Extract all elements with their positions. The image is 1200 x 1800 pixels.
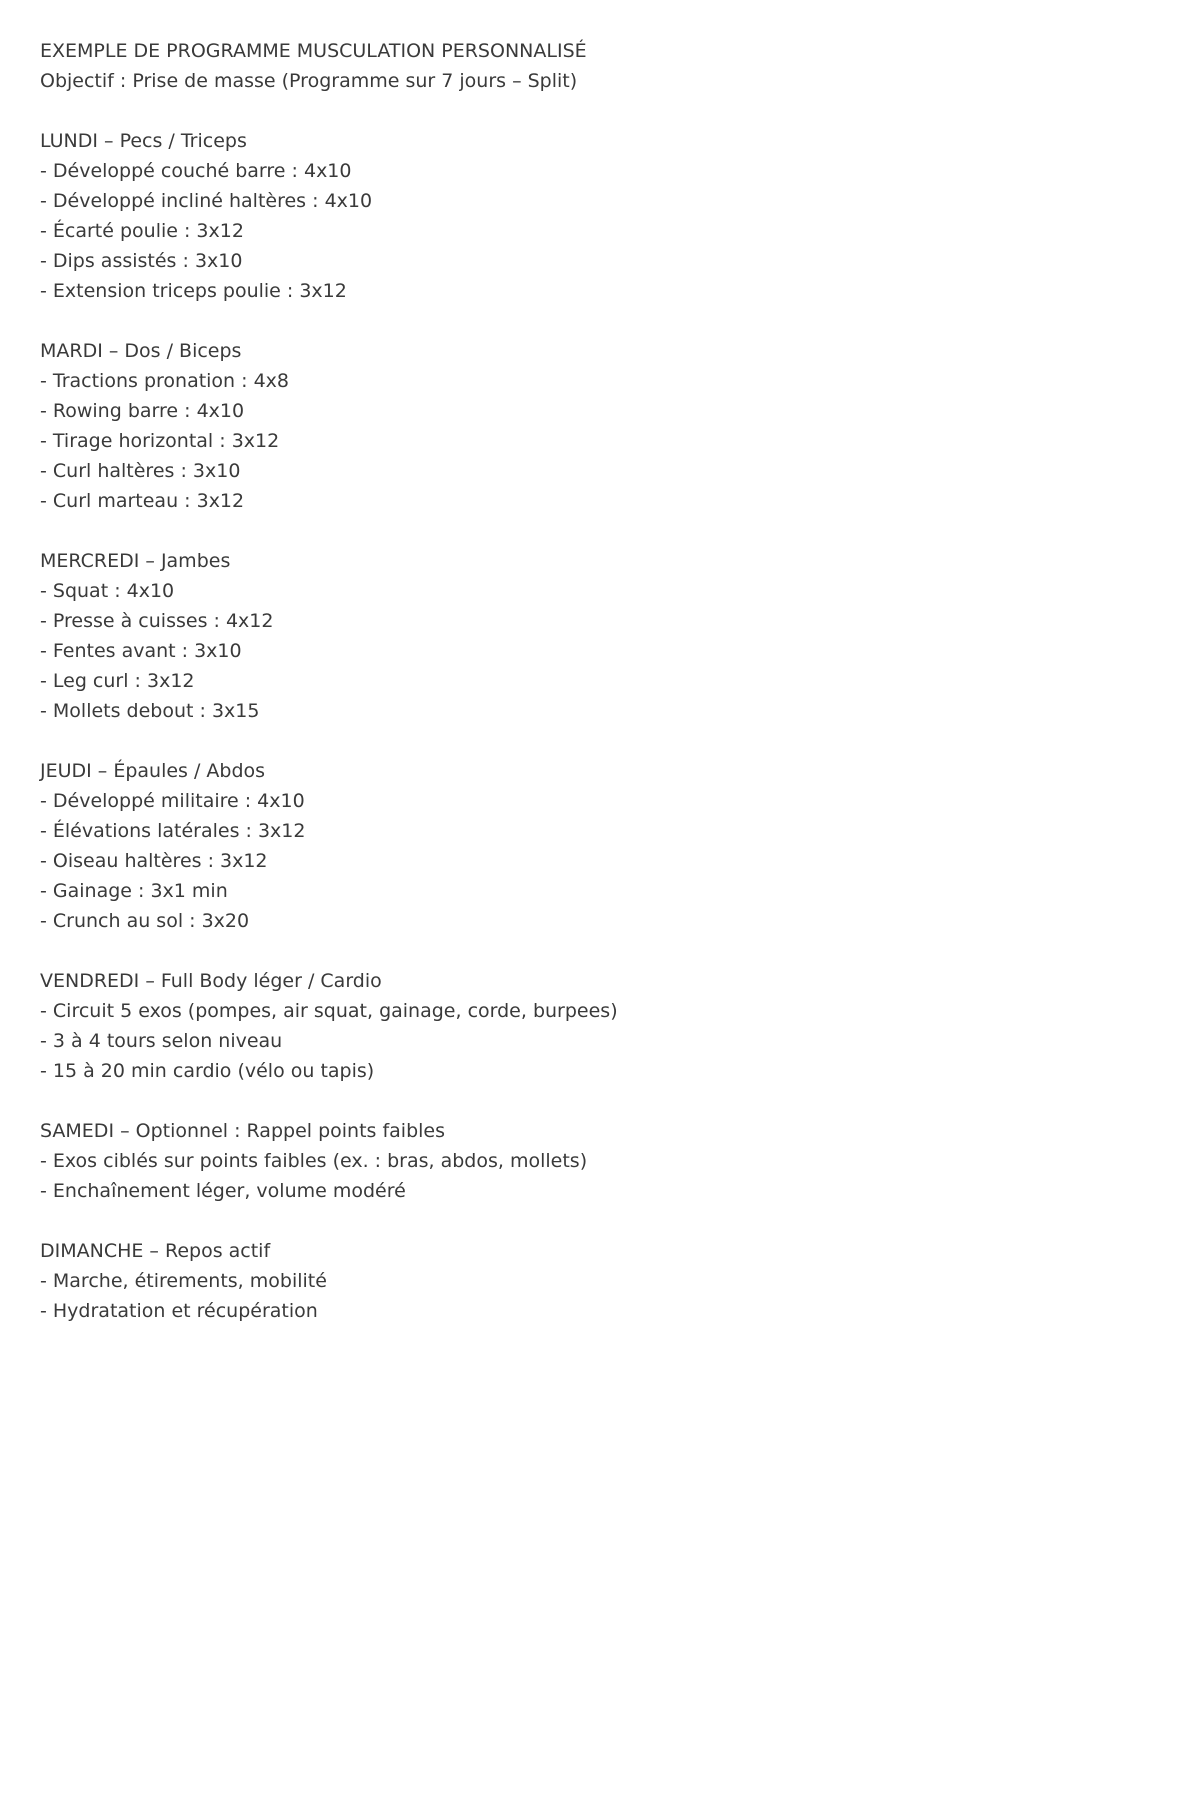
document-objective: Objectif : Prise de masse (Programme sur 7 jours – Split) (40, 70, 578, 92)
exercise-item: - Développé incliné haltères : 4x10 (40, 190, 373, 212)
document-header (40, 36, 1140, 96)
exercise-item: - 3 à 4 tours selon niveau (40, 1030, 283, 1052)
exercise-item: - Presse à cuisses : 4x12 (40, 610, 274, 632)
day-heading: LUNDI – Pecs / Triceps (40, 130, 247, 152)
exercise-item: - Squat : 4x10 (40, 580, 175, 602)
day-section-jeudi (40, 756, 1140, 936)
exercise-item: - Circuit 5 exos (pompes, air squat, gainage, corde, burpees) (40, 1000, 618, 1022)
day-heading: JEUDI – Épaules / Abdos (40, 760, 266, 782)
day-heading: DIMANCHE – Repos actif (40, 1240, 271, 1262)
day-heading: MARDI – Dos / Biceps (40, 340, 242, 362)
exercise-item: - Marche, étirements, mobilité (40, 1270, 327, 1292)
exercise-item: - Fentes avant : 3x10 (40, 640, 242, 662)
exercise-item: - Enchaînement léger, volume modéré (40, 1180, 406, 1202)
exercise-item: - Hydratation et récupération (40, 1300, 318, 1322)
document-title: EXEMPLE DE PROGRAMME MUSCULATION PERSONNALISÉ (40, 40, 587, 62)
day-heading: MERCREDI – Jambes (40, 550, 231, 572)
day-section-mercredi (40, 546, 1140, 726)
exercise-item: - Mollets debout : 3x15 (40, 700, 260, 722)
exercise-item: - Curl marteau : 3x12 (40, 490, 245, 512)
exercise-item: - Tirage horizontal : 3x12 (40, 430, 280, 452)
day-section-mardi (40, 336, 1140, 516)
day-heading: VENDREDI – Full Body léger / Cardio (40, 970, 382, 992)
exercise-item: - Exos ciblés sur points faibles (ex. : bras, abdos, mollets) (40, 1150, 588, 1172)
day-section-lundi (40, 126, 1140, 306)
document-body (40, 36, 1140, 1326)
exercise-item: - Gainage : 3x1 min (40, 880, 228, 902)
exercise-item: - Leg curl : 3x12 (40, 670, 195, 692)
exercise-item: - Oiseau haltères : 3x12 (40, 850, 268, 872)
day-section-vendredi (40, 966, 1140, 1086)
exercise-item: - Développé militaire : 4x10 (40, 790, 305, 812)
exercise-item: - Crunch au sol : 3x20 (40, 910, 250, 932)
day-section-samedi (40, 1116, 1140, 1206)
exercise-item: - Développé couché barre : 4x10 (40, 160, 352, 182)
exercise-item: - 15 à 20 min cardio (vélo ou tapis) (40, 1060, 375, 1082)
exercise-item: - Écarté poulie : 3x12 (40, 220, 244, 242)
day-section-dimanche (40, 1236, 1140, 1326)
exercise-item: - Curl haltères : 3x10 (40, 460, 241, 482)
day-heading: SAMEDI – Optionnel : Rappel points faibles (40, 1120, 446, 1142)
exercise-item: - Extension triceps poulie : 3x12 (40, 280, 347, 302)
exercise-item: - Dips assistés : 3x10 (40, 250, 243, 272)
exercise-item: - Rowing barre : 4x10 (40, 400, 245, 422)
exercise-item: - Élévations latérales : 3x12 (40, 820, 306, 842)
exercise-item: - Tractions pronation : 4x8 (40, 370, 290, 392)
